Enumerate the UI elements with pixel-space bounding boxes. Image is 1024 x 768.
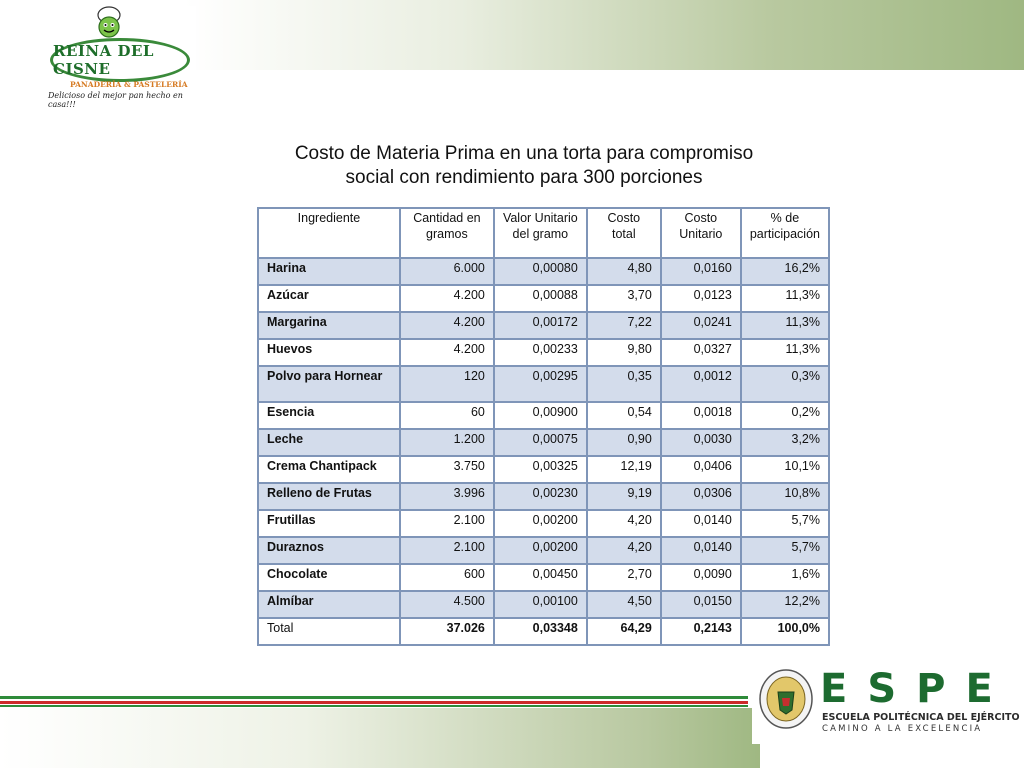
value-cell: 10,1%	[741, 456, 829, 483]
value-cell: 4.200	[400, 285, 494, 312]
value-cell: 60	[400, 402, 494, 429]
table-header-row	[258, 208, 829, 258]
logo-slogan: Delicioso del mejor pan hecho en casa!!!	[48, 91, 183, 109]
value-cell: 0,2%	[741, 402, 829, 429]
footer-green-stripe-2	[0, 705, 748, 707]
value-cell: 0,00295	[494, 366, 587, 402]
table-row	[258, 339, 829, 366]
total-value-cell: 100,0%	[741, 618, 829, 645]
table-row	[258, 285, 829, 312]
value-cell: 0,00900	[494, 402, 587, 429]
value-cell: 0,00325	[494, 456, 587, 483]
value-cell: 0,00075	[494, 429, 587, 456]
value-cell: 0,0140	[661, 537, 741, 564]
ingredient-cell: Azúcar	[258, 285, 400, 312]
value-cell: 0,0150	[661, 591, 741, 618]
value-cell: 16,2%	[741, 258, 829, 285]
value-cell: 1.200	[400, 429, 494, 456]
header-participacion: % de participación	[741, 208, 829, 258]
value-cell: 4,50	[587, 591, 661, 618]
footer-green-stripe	[0, 696, 748, 699]
value-cell: 0,0012	[661, 366, 741, 402]
value-cell: 11,3%	[741, 285, 829, 312]
table-body	[258, 258, 829, 645]
value-cell: 0,0160	[661, 258, 741, 285]
ingredient-cell: Almíbar	[258, 591, 400, 618]
header-costo-unitario: Costo Unitario	[661, 208, 741, 258]
value-cell: 4,20	[587, 510, 661, 537]
cost-table	[257, 207, 830, 646]
value-cell: 9,19	[587, 483, 661, 510]
value-cell: 3.750	[400, 456, 494, 483]
value-cell: 600	[400, 564, 494, 591]
title-line-2: social con rendimiento para 300 porciones	[345, 167, 703, 188]
footer-red-stripe	[0, 701, 748, 704]
ingredient-cell: Esencia	[258, 402, 400, 429]
chef-mascot-icon	[93, 6, 125, 40]
value-cell: 3,70	[587, 285, 661, 312]
value-cell: 0,0241	[661, 312, 741, 339]
value-cell: 0,54	[587, 402, 661, 429]
logo-subtitle: PANADERÍA & PASTELERÍA	[70, 80, 188, 89]
value-cell: 6.000	[400, 258, 494, 285]
ingredient-cell: Crema Chantipack	[258, 456, 400, 483]
value-cell: 2.100	[400, 537, 494, 564]
total-value-cell: 64,29	[587, 618, 661, 645]
total-label-cell: Total	[258, 618, 400, 645]
value-cell: 0,0327	[661, 339, 741, 366]
value-cell: 120	[400, 366, 494, 402]
value-cell: 12,2%	[741, 591, 829, 618]
ingredient-cell: Huevos	[258, 339, 400, 366]
value-cell: 7,22	[587, 312, 661, 339]
table-row	[258, 429, 829, 456]
value-cell: 4.200	[400, 339, 494, 366]
value-cell: 12,19	[587, 456, 661, 483]
espe-brand: ESPE	[820, 666, 1013, 712]
espe-motto: CAMINO A LA EXCELENCIA	[822, 724, 983, 734]
value-cell: 0,00100	[494, 591, 587, 618]
logo-oval	[50, 38, 190, 82]
table-row	[258, 537, 829, 564]
espe-seal-icon	[758, 668, 814, 730]
value-cell: 3,2%	[741, 429, 829, 456]
table-row	[258, 258, 829, 285]
value-cell: 2.100	[400, 510, 494, 537]
value-cell: 0,00172	[494, 312, 587, 339]
ingredient-cell: Chocolate	[258, 564, 400, 591]
value-cell: 0,00233	[494, 339, 587, 366]
value-cell: 0,0406	[661, 456, 741, 483]
value-cell: 4,80	[587, 258, 661, 285]
value-cell: 0,00200	[494, 537, 587, 564]
value-cell: 0,90	[587, 429, 661, 456]
value-cell: 1,6%	[741, 564, 829, 591]
header-cantidad: Cantidad en gramos	[400, 208, 494, 258]
value-cell: 0,3%	[741, 366, 829, 402]
table-row	[258, 564, 829, 591]
value-cell: 0,0140	[661, 510, 741, 537]
header-costo-total: Costo total	[587, 208, 661, 258]
value-cell: 0,00200	[494, 510, 587, 537]
bottom-gradient-band	[0, 708, 760, 768]
value-cell: 0,0030	[661, 429, 741, 456]
value-cell: 11,3%	[741, 339, 829, 366]
value-cell: 0,00080	[494, 258, 587, 285]
value-cell: 0,00230	[494, 483, 587, 510]
value-cell: 3.996	[400, 483, 494, 510]
value-cell: 5,7%	[741, 510, 829, 537]
value-cell: 0,0090	[661, 564, 741, 591]
ingredient-cell: Relleno de Frutas	[258, 483, 400, 510]
table-row	[258, 591, 829, 618]
table-row	[258, 312, 829, 339]
table-row	[258, 510, 829, 537]
ingredient-cell: Harina	[258, 258, 400, 285]
value-cell: 0,0018	[661, 402, 741, 429]
ingredient-cell: Polvo para Hornear	[258, 366, 400, 402]
total-value-cell: 0,03348	[494, 618, 587, 645]
espe-school-name: ESCUELA POLITÉCNICA DEL EJÉRCITO	[822, 712, 1020, 723]
ingredient-cell: Duraznos	[258, 537, 400, 564]
ingredient-cell: Margarina	[258, 312, 400, 339]
table-row	[258, 366, 829, 402]
header-valor-unitario: Valor Unitario del gramo	[494, 208, 587, 258]
value-cell: 10,8%	[741, 483, 829, 510]
table-total-row	[258, 618, 829, 645]
value-cell: 0,00088	[494, 285, 587, 312]
title-line-1: Costo de Materia Prima en una torta para compromiso	[294, 143, 754, 164]
value-cell: 9,80	[587, 339, 661, 366]
value-cell: 4.200	[400, 312, 494, 339]
ingredient-cell: Leche	[258, 429, 400, 456]
table-row	[258, 402, 829, 429]
logo-name: REINA DEL CISNE	[53, 42, 154, 78]
total-value-cell: 37.026	[400, 618, 494, 645]
table-row	[258, 456, 829, 483]
value-cell: 0,0306	[661, 483, 741, 510]
value-cell: 4,20	[587, 537, 661, 564]
value-cell: 0,00450	[494, 564, 587, 591]
value-cell: 2,70	[587, 564, 661, 591]
header-ingrediente: Ingrediente	[258, 208, 400, 258]
ingredient-cell: Frutillas	[258, 510, 400, 537]
table-row	[258, 483, 829, 510]
value-cell: 5,7%	[741, 537, 829, 564]
value-cell: 4.500	[400, 591, 494, 618]
value-cell: 11,3%	[741, 312, 829, 339]
total-value-cell: 0,2143	[661, 618, 741, 645]
slide-title	[240, 142, 808, 190]
value-cell: 0,35	[587, 366, 661, 402]
value-cell: 0,0123	[661, 285, 741, 312]
